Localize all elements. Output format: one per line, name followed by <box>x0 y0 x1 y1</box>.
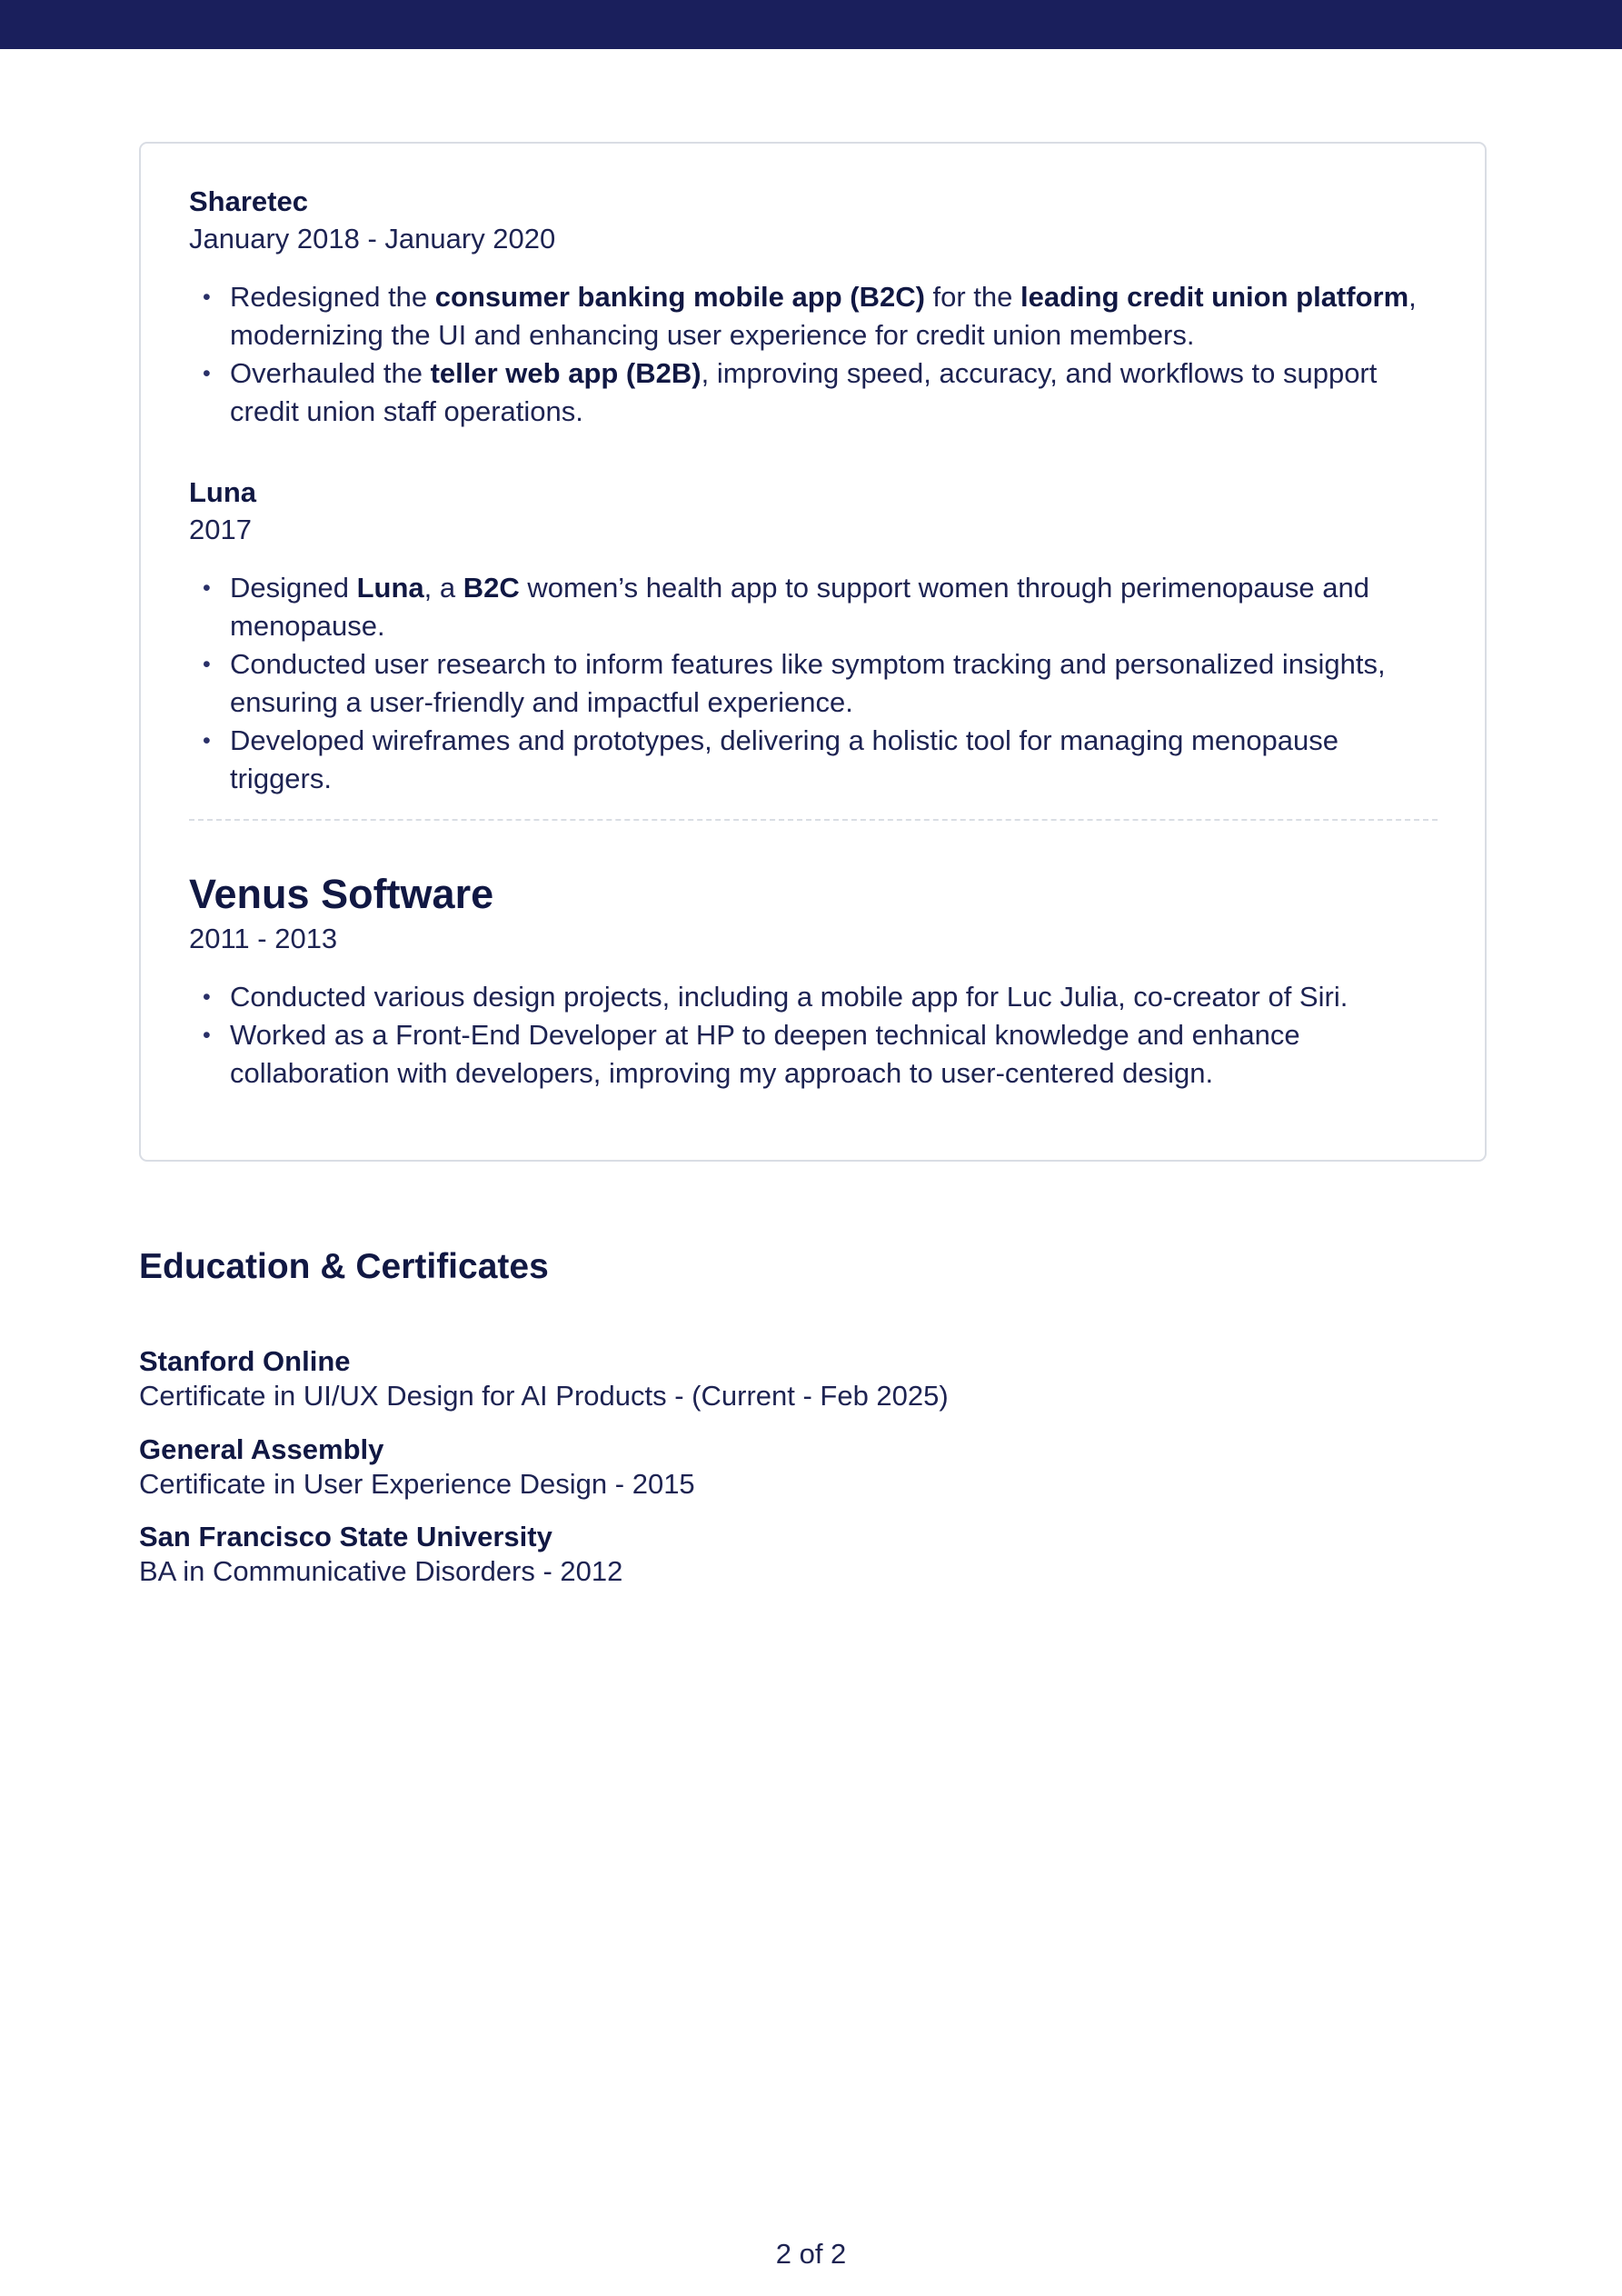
bullet-text: Developed wireframes and prototypes, delivering a holistic tool for managing menopause triggers. <box>230 724 1339 794</box>
bullet-item <box>189 278 1443 354</box>
experience-card <box>139 142 1487 1162</box>
company-bullet-list <box>189 978 1443 1093</box>
education-detail: BA in Communicative Disorders - 2012 <box>139 1555 623 1587</box>
company-name: Venus Software <box>189 871 494 917</box>
project-name: Luna <box>189 476 257 508</box>
project-name: Sharetec <box>189 185 308 217</box>
bullet-text: for the <box>924 281 1021 313</box>
bullet-text: Conducted various design projects, including a mobile app for Luc Julia, co-creator of Siri. <box>230 981 1348 1013</box>
bullet-item <box>189 354 1443 431</box>
bullet-text: Worked as a Front-End Developer at HP to deepen technical knowledge and enhance collaboration with developers, improving my approach to user-centered design. <box>230 1019 1300 1089</box>
project-luna <box>189 474 1443 798</box>
bullet-emphasis: leading credit union platform <box>1020 281 1409 313</box>
project-bullet-list <box>189 278 1443 431</box>
bullet-text: , improving speed, accuracy, and workflows to support credit union staff operations. <box>230 357 1378 427</box>
education-title: Education & Certificates <box>139 1247 549 1286</box>
project-sharetec <box>189 184 1443 431</box>
top-accent-bar <box>0 0 1622 49</box>
company-dates: 2011 - 2013 <box>189 923 338 954</box>
education-detail: Certificate in UI/UX Design for AI Products - (Current - Feb 2025) <box>139 1380 949 1412</box>
education-school: San Francisco State University <box>139 1521 552 1552</box>
education-item <box>139 1344 1229 1413</box>
bullet-emphasis: teller web app (B2B) <box>430 357 702 389</box>
education-item <box>139 1520 1229 1589</box>
bullet-item <box>189 978 1443 1016</box>
bullet-item <box>189 569 1443 645</box>
bullet-emphasis: Luna <box>356 572 424 604</box>
education-school: General Assembly <box>139 1433 384 1465</box>
bullet-text: , modernizing the UI and enhancing user experience for credit union members. <box>230 281 1417 351</box>
bullet-item <box>189 645 1443 722</box>
bullet-text: Redesigned the <box>230 281 435 313</box>
bullet-item <box>189 722 1443 798</box>
company-venus-software <box>189 869 1443 1093</box>
education-detail: Certificate in User Experience Design - 2015 <box>139 1468 695 1500</box>
project-dates: 2017 <box>189 514 252 545</box>
bullet-text: , a <box>423 572 463 604</box>
bullet-emphasis: consumer banking mobile app (B2C) <box>434 281 925 313</box>
bullet-text: women’s health app to support women through perimenopause and menopause. <box>230 572 1369 642</box>
bullet-item <box>189 1016 1443 1093</box>
education-item <box>139 1433 1229 1502</box>
section-divider <box>189 819 1438 821</box>
project-bullet-list <box>189 569 1443 798</box>
bullet-text: Overhauled the <box>230 357 431 389</box>
project-dates: January 2018 - January 2020 <box>189 223 556 255</box>
education-school: Stanford Online <box>139 1345 351 1377</box>
page-number: 2 of 2 <box>775 2238 847 2270</box>
bullet-emphasis: B2C <box>463 572 520 604</box>
bullet-text: Conducted user research to inform features like symptom tracking and personalized insights, ensuring a user-friendly and impactful experience. <box>230 648 1386 718</box>
bullet-text: Designed <box>230 572 357 604</box>
